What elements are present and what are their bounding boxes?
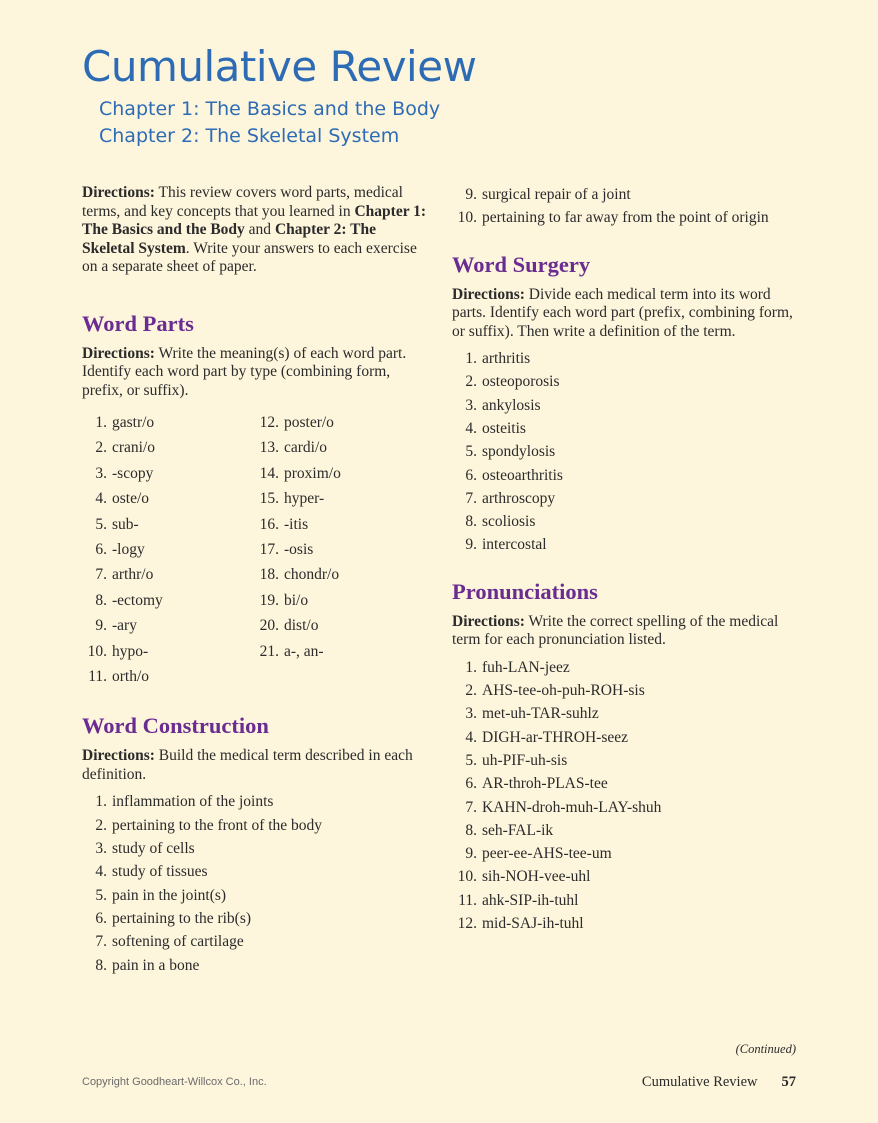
word-parts-heading: Word Parts (82, 310, 194, 336)
list-item: 10. sih-NOH-vee-uhl (457, 868, 591, 886)
list-item: 10. pertaining to far away from the point of origin (457, 209, 769, 227)
list-item: 5. sub- (95, 515, 139, 533)
list-item: 3. ankylosis (465, 396, 541, 414)
list-item: 16. -itis (259, 515, 309, 533)
list-item: 21. a-, an- (259, 642, 324, 660)
list-item: 1. inflammation of the joints (95, 793, 274, 811)
list-item: 1. arthritis (465, 350, 531, 368)
list-item: 7. KAHN-droh-muh-LAY-shuh (465, 798, 662, 816)
list-item: 19. bi/o (259, 591, 309, 609)
word-construction-list-continued (452, 183, 802, 230)
list-item: 17. -osis (259, 541, 314, 559)
list-item: 18. chondr/o (259, 566, 340, 584)
list-item: 2. pertaining to the front of the body (95, 816, 323, 834)
list-item: 6. -logy (95, 541, 145, 559)
pronunciations-heading: Pronunciations (452, 578, 598, 604)
list-item: 12. mid-SAJ-ih-tuhl (457, 915, 584, 933)
list-item: 20. dist/o (259, 617, 319, 635)
list-item: 2. AHS-tee-oh-puh-ROH-sis (465, 682, 645, 700)
word-parts-list (82, 410, 427, 689)
page-footer (642, 1074, 796, 1091)
list-item: 5. pain in the joint(s) (95, 886, 227, 904)
right-column (452, 183, 802, 935)
list-item: 9. peer-ee-AHS-tee-um (465, 845, 612, 863)
copyright: Copyright Goodheart-Willcox Co., Inc. (82, 1076, 267, 1088)
word-parts-list-col1 (82, 410, 254, 689)
chapter-subtitles (99, 96, 440, 150)
left-column (82, 184, 427, 977)
list-item: 8. pain in a bone (95, 956, 200, 974)
list-item: 12. poster/o (259, 414, 334, 431)
page-number: 57 (781, 1074, 796, 1090)
list-item: 11. ahk-SIP-ih-tuhl (458, 891, 579, 909)
list-item: 2. crani/o (95, 439, 156, 457)
list-item: 3. study of cells (95, 840, 195, 858)
footer-section-title: Cumulative Review (641, 1074, 758, 1090)
list-item: 9. surgical repair of a joint (465, 186, 631, 203)
list-item: 7. softening of cartilage (95, 933, 244, 951)
list-item: 3. -scopy (95, 464, 154, 482)
list-item: 4. osteitis (465, 419, 526, 437)
list-item: 5. uh-PIF-uh-sis (465, 751, 568, 769)
list-item: 8. -ectomy (95, 591, 163, 609)
list-item: 1. fuh-LAN-jeez (465, 658, 570, 676)
list-item: 8. seh-FAL-ik (465, 821, 554, 839)
list-item: 4. DIGH-ar-THROH-seez (465, 728, 629, 746)
list-item: 9. -ary (95, 617, 137, 635)
list-item: 14. proxim/o (259, 464, 341, 482)
subtitle-chapter-1: Chapter 1: The Basics and the Body (99, 98, 441, 120)
list-item: 4. study of tissues (95, 863, 208, 881)
page-title: Cumulative Review (82, 42, 477, 91)
word-surgery-heading: Word Surgery (452, 251, 591, 277)
list-item: 15. hyper- (259, 490, 325, 508)
intro-directions: Directions: This review covers word parts, medical terms, and key concepts that you learned in Chapter 1: The Basics and the Body and Chapter 2: The Skeletal System. Write your answers to each exercise on a separate sheet of paper. (82, 184, 427, 275)
pronunciations-directions: Directions: Write the correct spelling of the medical term for each pronunciation listed. (452, 612, 779, 649)
word-construction-directions: Directions: Build the medical term described in each definition. (82, 747, 413, 783)
list-item: 2. osteoporosis (465, 373, 560, 391)
list-item: 7. arthroscopy (465, 489, 556, 507)
word-surgery-directions: Directions: Divide each medical term into its word parts. Identify each word part (prefix, combining form, or suffix). Then write a definition of the term. (452, 285, 793, 340)
list-item: 5. spondylosis (465, 443, 556, 461)
list-item: 7. arthr/o (95, 566, 154, 584)
word-construction-heading: Word Construction (82, 713, 269, 739)
list-item: 1. gastr/o (95, 414, 155, 431)
list-item: 10. hypo- (87, 642, 149, 660)
list-item: 3. met-uh-TAR-suhlz (465, 705, 599, 723)
list-item: 8. scoliosis (465, 513, 536, 531)
list-item: 13. cardi/o (259, 439, 328, 457)
list-item: 6. osteoarthritis (465, 466, 563, 484)
word-parts-list-col2 (254, 410, 341, 689)
list-item: 4. oste/o (95, 490, 150, 508)
list-item: 6. AR-throh-PLAS-tee (465, 775, 608, 793)
list-item: 9. intercostal (465, 536, 547, 554)
pronunciations-list (452, 656, 802, 936)
word-construction-list (82, 790, 427, 976)
word-surgery-list (452, 347, 802, 557)
word-parts-directions: Directions: Write the meaning(s) of each word part. Identify each word part by type (combining form, prefix, or suffix). (82, 344, 407, 399)
subtitle-chapter-2: Chapter 2: The Skeletal System (99, 125, 400, 147)
list-item: 11. orth/o (88, 668, 150, 686)
list-item: 6. pertaining to the rib(s) (95, 909, 252, 927)
continued-note: (Continued) (735, 1042, 796, 1056)
